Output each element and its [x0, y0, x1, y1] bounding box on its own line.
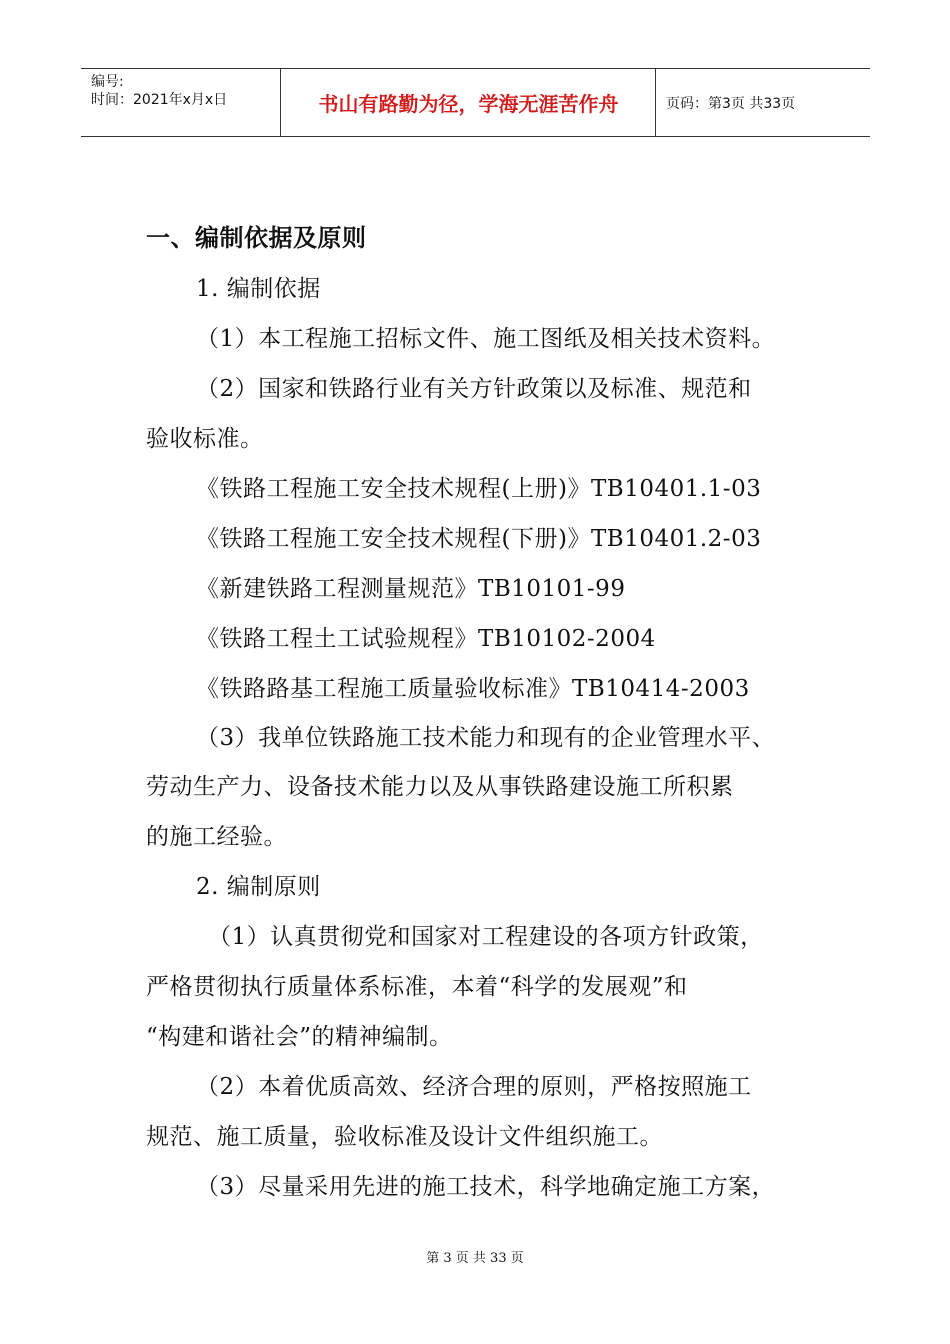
paragraph-line: （2）国家和铁路行业有关方针政策以及标准、规范和 [196, 376, 752, 402]
paragraph-line: （1）认真贯彻党和国家对工程建设的各项方针政策， [208, 924, 764, 950]
header-meta-cell [81, 69, 281, 136]
document-number-label: 编号: [91, 74, 124, 90]
standard-reference: 《铁路工程施工安全技术规程(下册)》TB10401.2-03 [196, 526, 762, 552]
subsection-title-basis: 1. 编制依据 [196, 276, 321, 302]
page-header-table [81, 68, 870, 137]
paragraph-line: （2）本着优质高效、经济合理的原则，严格按照施工 [196, 1074, 752, 1100]
paragraph-line: 严格贯彻执行质量体系标准，本着“科学的发展观”和 [146, 974, 688, 1000]
paragraph-line: （3）我单位铁路施工技术能力和现有的企业管理水平、 [196, 725, 776, 751]
paragraph-line: 劳动生产力、设备技术能力以及从事铁路建设施工所积累 [146, 774, 734, 800]
document-date-label: 时间：2021年x月x日 [91, 92, 228, 108]
paragraph-line: （1）本工程施工招标文件、施工图纸及相关技术资料。 [196, 326, 776, 352]
paragraph-line: 规范、施工质量，验收标准及设计文件组织施工。 [146, 1124, 663, 1150]
paragraph-line: 验收标准。 [146, 426, 264, 452]
header-page-number: 页码：第3页 共33页 [666, 95, 796, 112]
subsection-title-principles: 2. 编制原则 [196, 874, 321, 900]
section-title: 一、编制依据及原则 [146, 224, 367, 252]
paragraph-line: 的施工经验。 [146, 824, 287, 850]
paragraph-line: （3）尽量采用先进的施工技术，科学地确定施工方案， [196, 1174, 776, 1200]
standard-reference: 《铁路工程土工试验规程》TB10102-2004 [196, 626, 656, 652]
standard-reference: 《新建铁路工程测量规范》TB10101-99 [196, 576, 626, 602]
paragraph-line: “构建和谐社会”的精神编制。 [146, 1024, 453, 1050]
standard-reference: 《铁路路基工程施工质量验收标准》TB10414-2003 [196, 676, 750, 702]
standard-reference: 《铁路工程施工安全技术规程(上册)》TB10401.1-03 [196, 476, 762, 502]
header-motto: 书山有路勤为径，学海无涯苦作舟 [282, 69, 656, 136]
page-footer: 第 3 页 共 33 页 [426, 1251, 524, 1266]
